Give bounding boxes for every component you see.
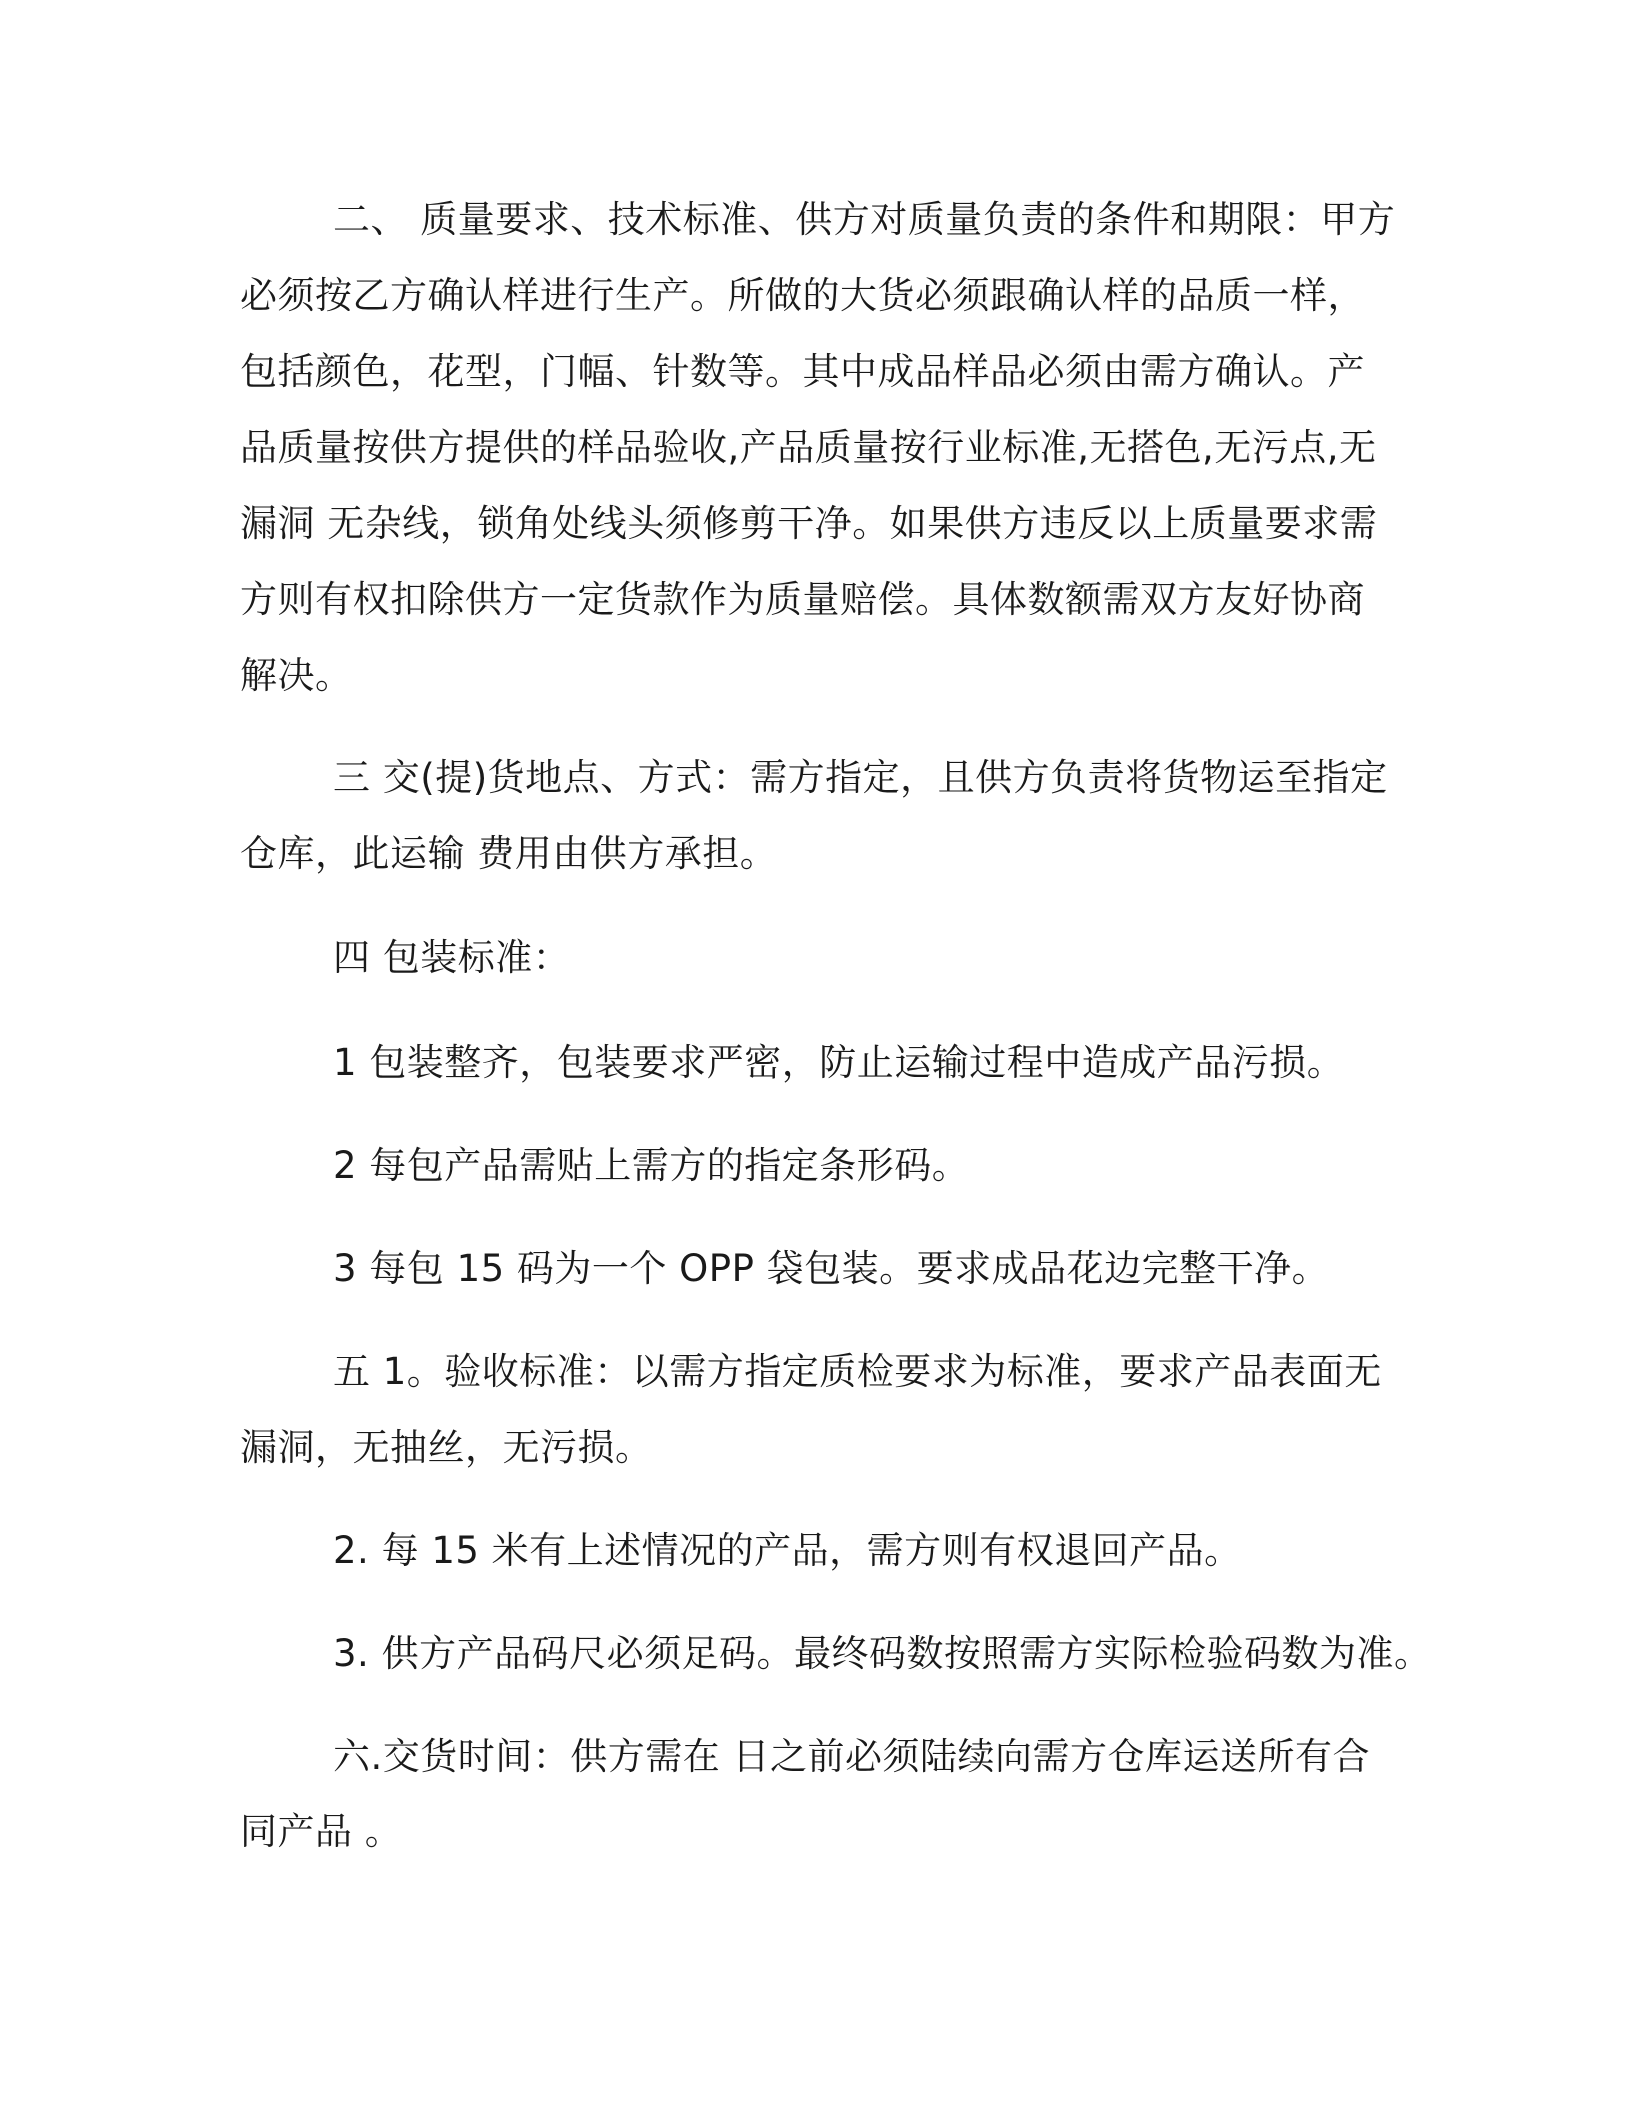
section-4-item-1: 1 包装整齐，包装要求严密，防止运输过程中造成产品污损。: [333, 1041, 1345, 1084]
section-3-line-1: 三 交(提)货地点、方式：需方指定，且供方负责将货物运至指定: [333, 756, 1388, 799]
section-5-item-2: 2. 每 15 米有上述情况的产品，需方则有权退回产品。: [333, 1529, 1242, 1572]
section-2-line-1: 二、 质量要求、技术标准、供方对质量负责的条件和期限：甲方: [333, 198, 1396, 241]
section-2-line-6: 方则有权扣除供方一定货款作为质量赔偿。具体数额需双方友好协商: [240, 578, 1365, 621]
section-2-line-7: 解决。: [240, 654, 353, 697]
section-2-line-5: 漏洞 无杂线，锁角处线头须修剪干净。如果供方违反以上质量要求需: [240, 502, 1378, 545]
section-6-line-1: 六.交货时间：供方需在 日之前必须陆续向需方仓库运送所有合: [333, 1735, 1371, 1778]
section-2-line-4: 品质量按供方提供的样品验收,产品质量按行业标准,无搭色,无污点,无: [240, 426, 1377, 469]
section-5-item-3: 3. 供方产品码尺必须足码。最终码数按照需方实际检验码数为准。: [333, 1632, 1432, 1675]
section-2-line-3: 包括颜色，花型，门幅、针数等。其中成品样品必须由需方确认。产: [240, 350, 1365, 393]
section-4-item-3: 3 每包 15 码为一个 OPP 袋包装。要求成品花边完整干净。: [333, 1247, 1330, 1290]
section-4-item-2: 2 每包产品需贴上需方的指定条形码。: [333, 1144, 970, 1187]
section-3-line-2: 仓库，此运输 费用由供方承担。: [240, 832, 778, 875]
section-5-item-1-line-2: 漏洞，无抽丝，无污损。: [240, 1426, 653, 1469]
section-5-item-1-line-1: 五 1。验收标准：以需方指定质检要求为标准，要求产品表面无: [333, 1350, 1382, 1393]
section-6-line-2: 同产品 。: [240, 1810, 403, 1853]
section-4-heading: 四 包装标准：: [333, 936, 571, 979]
section-2-line-2: 必须按乙方确认样进行生产。所做的大货必须跟确认样的品质一样，: [240, 274, 1365, 317]
